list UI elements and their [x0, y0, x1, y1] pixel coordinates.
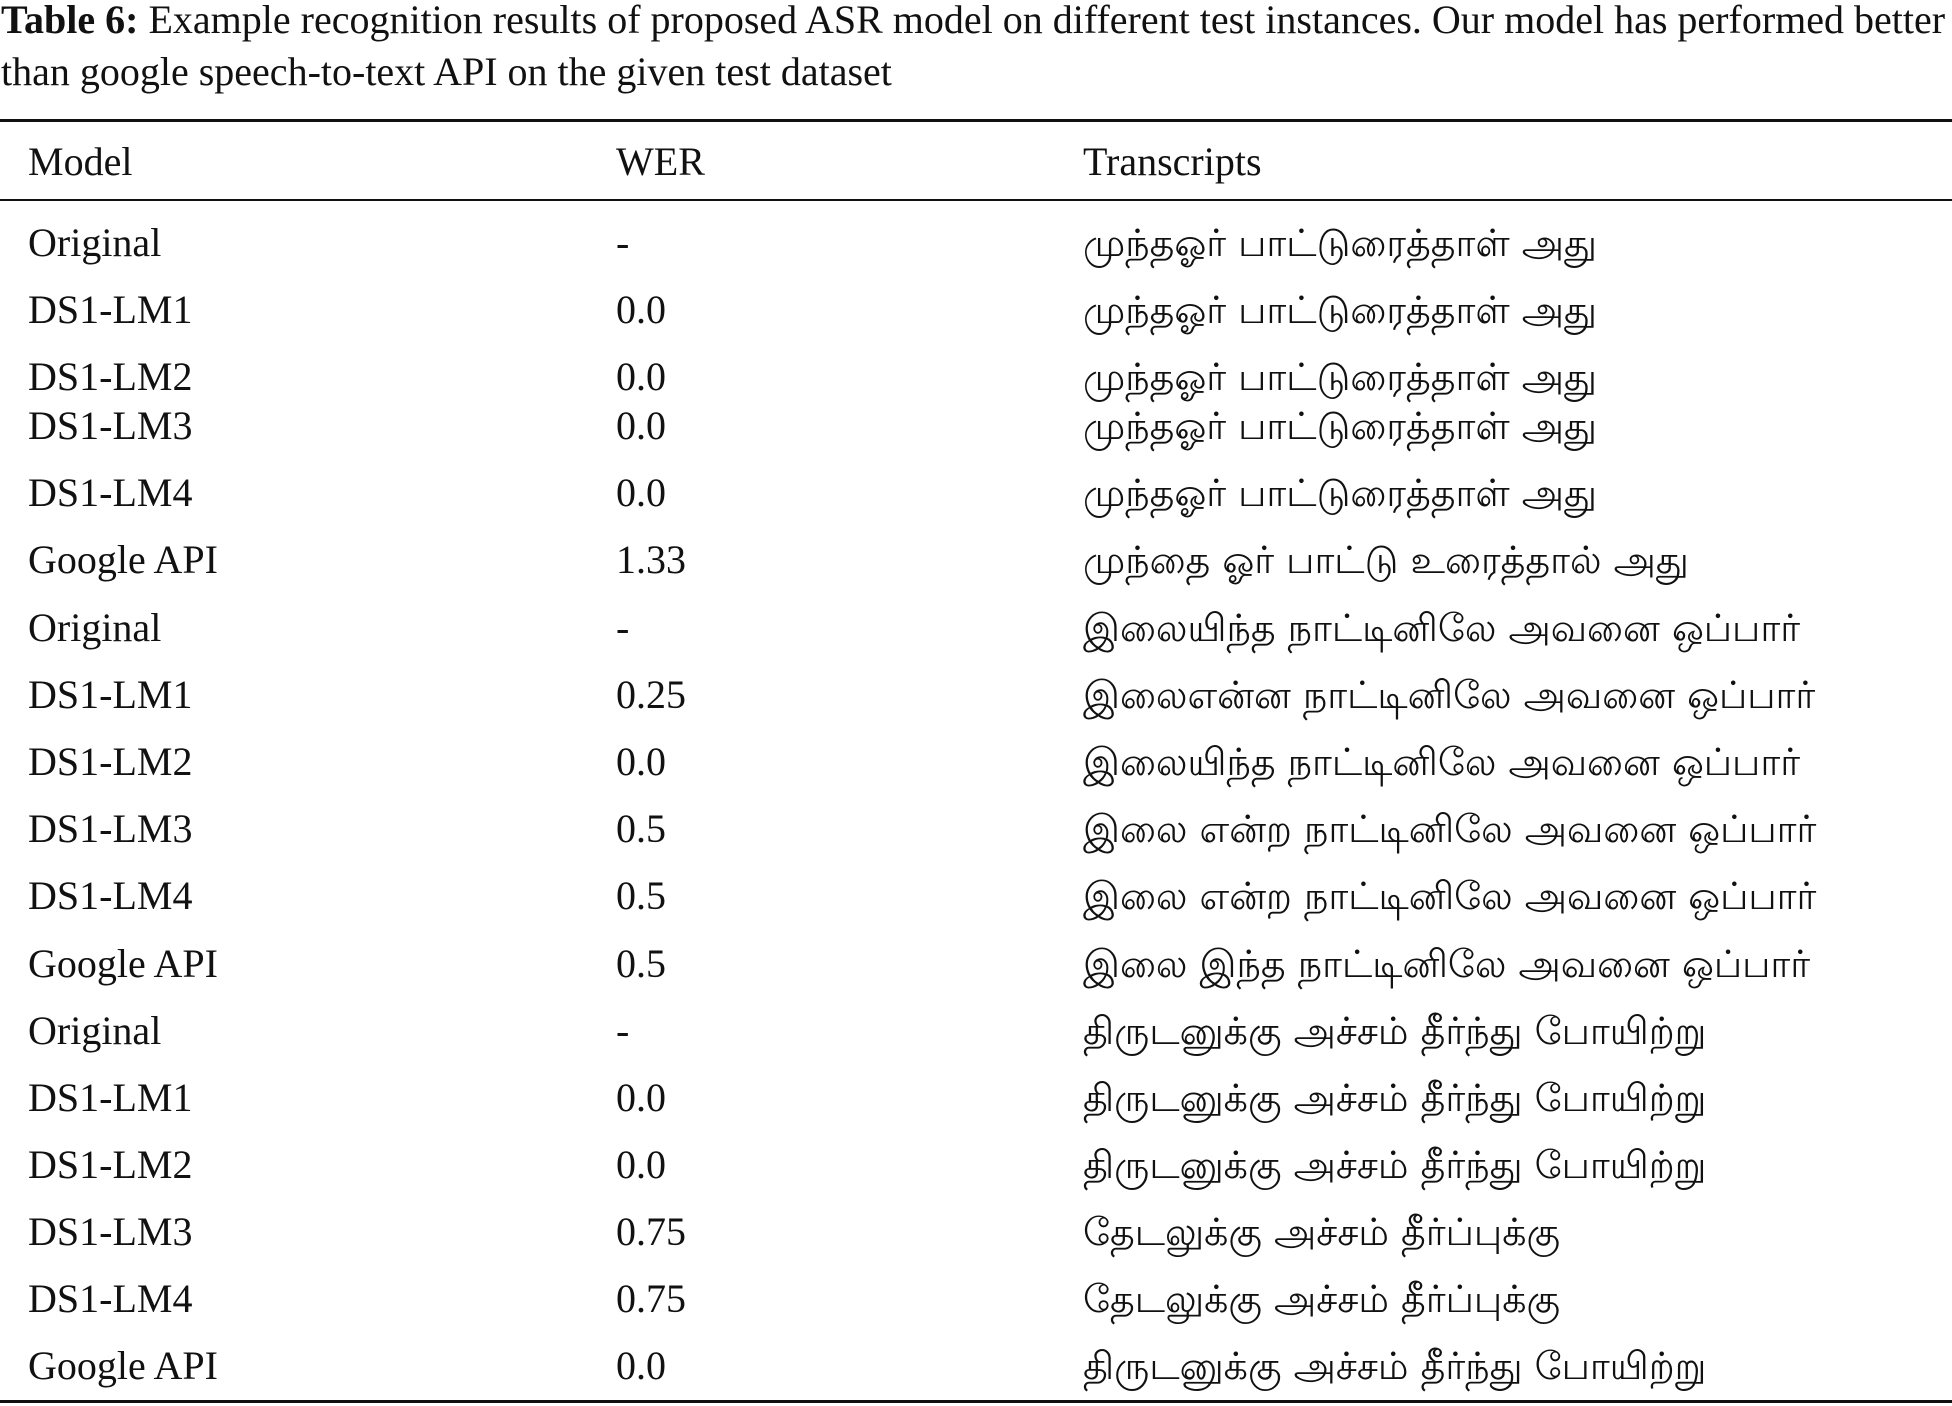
cell-transcript: இலை இந்த நாட்டினிலே அவனை ஒப்பார் [1083, 942, 1811, 986]
header-transcripts: Transcripts [1083, 139, 1262, 184]
cell-model: DS1-LM2 [28, 739, 193, 784]
cell-wer: - [616, 220, 630, 265]
cell-transcript: இலை என்ற நாட்டினிலே அவனை ஒப்பார் [1083, 807, 1817, 851]
cell-wer: - [616, 605, 630, 650]
cell-model: Original [28, 605, 162, 650]
table-top-rule [0, 119, 1952, 122]
cell-transcript: முந்தஓர் பாட்டுரைத்தாள் அது [1083, 221, 1597, 265]
cell-model: Google API [28, 537, 218, 582]
cell-wer: 0.5 [616, 806, 666, 851]
cell-model: Google API [28, 941, 218, 986]
table-caption-text: Example recognition results of proposed ASR model on different test instances. Our model has performed better than google speech-to-text API on the given test dataset [1, 0, 1946, 94]
cell-wer: 0.0 [616, 287, 666, 332]
cell-transcript: இலைஎன்ன நாட்டினிலே அவனை ஒப்பார் [1083, 673, 1816, 717]
cell-model: Google API [28, 1343, 218, 1388]
cell-model: DS1-LM1 [28, 287, 193, 332]
cell-wer: 0.0 [616, 470, 666, 515]
cell-model: DS1-LM3 [28, 806, 193, 851]
table-caption-label: Table 6: [1, 0, 139, 42]
cell-transcript: முந்தஓர் பாட்டுரைத்தாள் அது [1083, 355, 1597, 399]
cell-wer: 0.0 [616, 1075, 666, 1120]
cell-transcript: இலையிந்த நாட்டினிலே அவனை ஒப்பார் [1083, 606, 1801, 650]
cell-model: DS1-LM4 [28, 873, 193, 918]
cell-transcript: திருடனுக்கு அச்சம் தீர்ந்து போயிற்று [1083, 1076, 1707, 1120]
cell-transcript: தேடலுக்கு அச்சம் தீர்ப்புக்கு [1083, 1210, 1561, 1254]
cell-wer: 0.0 [616, 354, 666, 399]
cell-transcript: திருடனுக்கு அச்சம் தீர்ந்து போயிற்று [1083, 1009, 1707, 1053]
cell-transcript: திருடனுக்கு அச்சம் தீர்ந்து போயிற்று [1083, 1143, 1707, 1187]
cell-transcript: முந்தஓர் பாட்டுரைத்தாள் அது [1083, 288, 1597, 332]
cell-transcript: தேடலுக்கு அச்சம் தீர்ப்புக்கு [1083, 1277, 1561, 1321]
table-caption [1, 0, 1949, 98]
cell-model: DS1-LM1 [28, 672, 193, 717]
cell-transcript: இலை என்ற நாட்டினிலே அவனை ஒப்பார் [1083, 874, 1817, 918]
cell-model: DS1-LM4 [28, 1276, 193, 1321]
cell-model: DS1-LM2 [28, 1142, 193, 1187]
cell-transcript: திருடனுக்கு அச்சம் தீர்ந்து போயிற்று [1083, 1344, 1707, 1388]
cell-wer: 0.0 [616, 403, 666, 448]
cell-model: DS1-LM3 [28, 1209, 193, 1254]
cell-wer: 0.25 [616, 672, 686, 717]
header-wer: WER [616, 139, 705, 184]
cell-transcript: முந்தஓர் பாட்டுரைத்தாள் அது [1083, 404, 1597, 448]
cell-model: Original [28, 1008, 162, 1053]
cell-wer: 0.75 [616, 1276, 686, 1321]
cell-model: DS1-LM4 [28, 470, 193, 515]
cell-transcript: முந்தஓர் பாட்டுரைத்தாள் அது [1083, 471, 1597, 515]
cell-wer: 0.0 [616, 739, 666, 784]
cell-wer: 0.5 [616, 873, 666, 918]
cell-wer: 0.0 [616, 1142, 666, 1187]
table-bottom-rule [0, 1400, 1952, 1403]
cell-model: DS1-LM1 [28, 1075, 193, 1120]
cell-wer: 1.33 [616, 537, 686, 582]
cell-wer: 0.0 [616, 1343, 666, 1388]
cell-model: Original [28, 220, 162, 265]
cell-wer: - [616, 1008, 630, 1053]
cell-wer: 0.5 [616, 941, 666, 986]
cell-model: DS1-LM2 [28, 354, 193, 399]
cell-transcript: இலையிந்த நாட்டினிலே அவனை ஒப்பார் [1083, 740, 1801, 784]
cell-transcript: முந்தை ஓர் பாட்டு உரைத்தால் அது [1083, 538, 1689, 582]
header-model: Model [28, 139, 133, 184]
cell-model: DS1-LM3 [28, 403, 193, 448]
table-header-rule [0, 199, 1952, 201]
cell-wer: 0.75 [616, 1209, 686, 1254]
